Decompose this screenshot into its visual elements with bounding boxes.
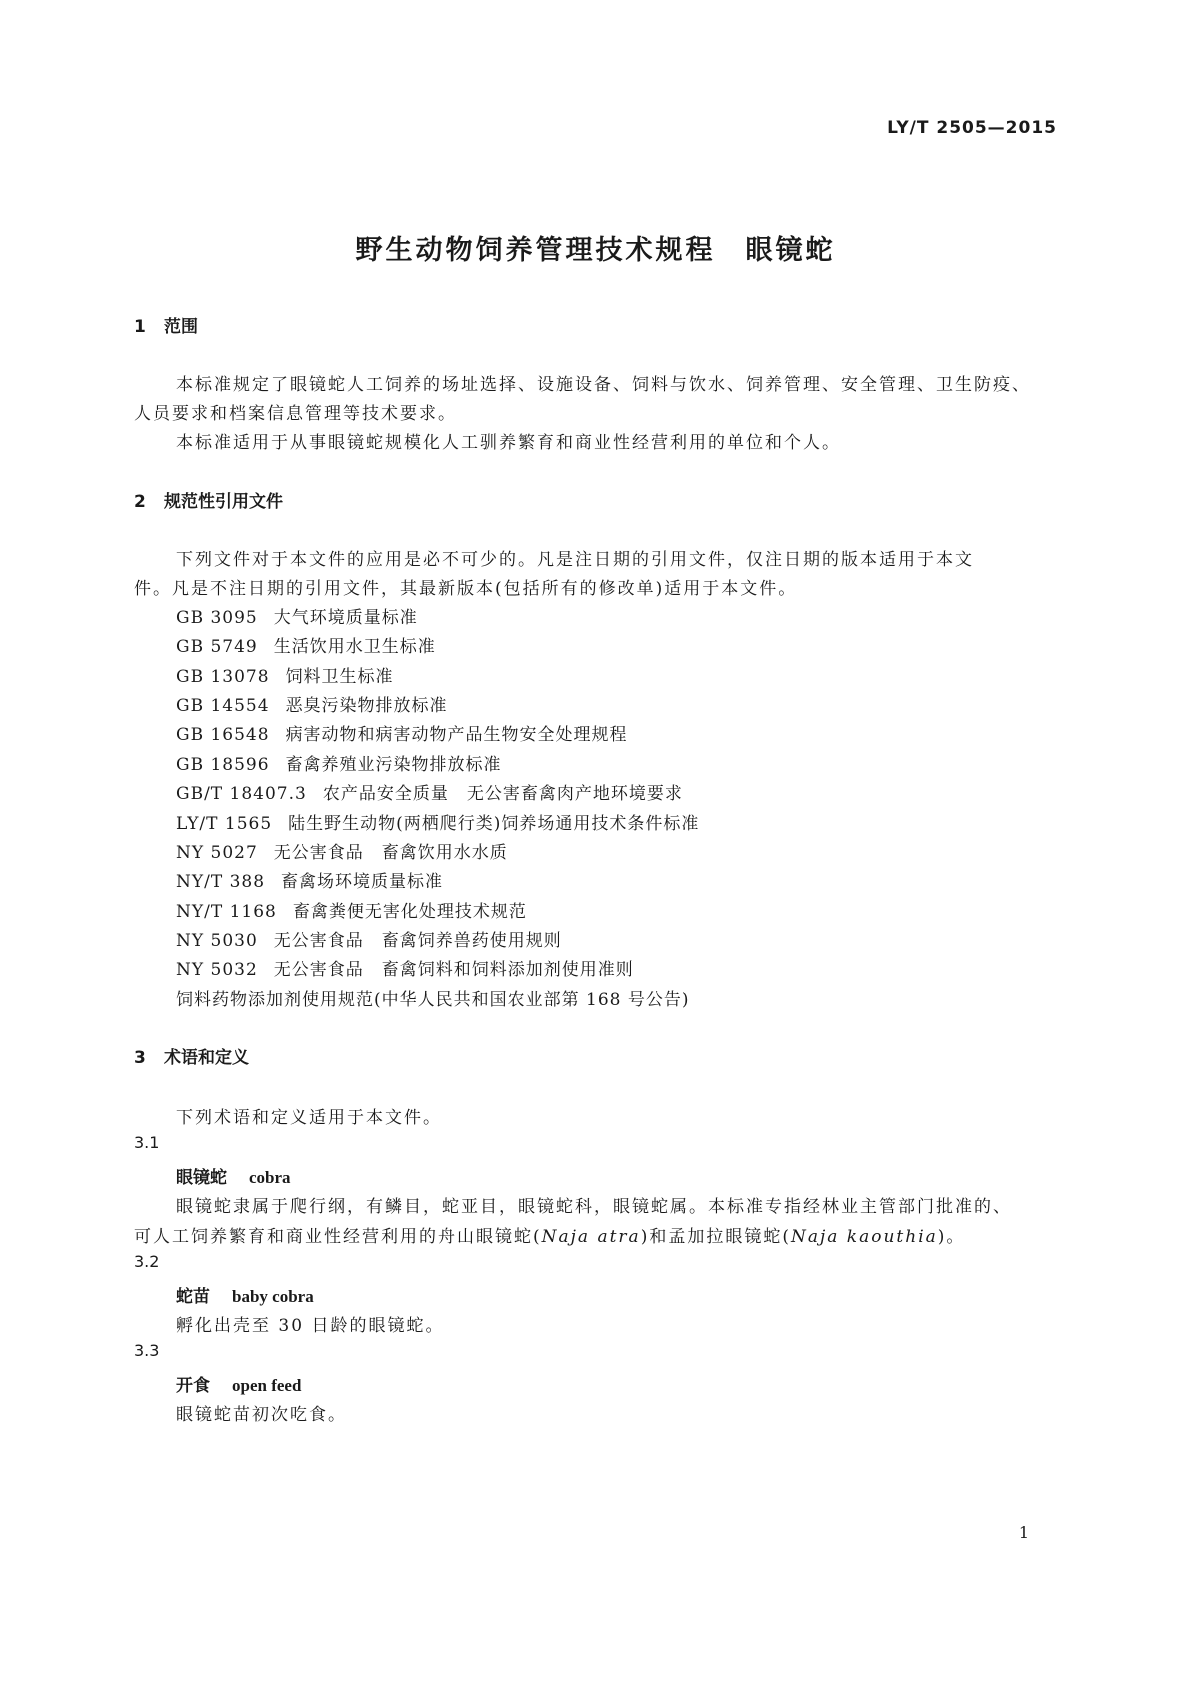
scientific-name: Naja atra — [541, 1227, 641, 1247]
reference-name: 生活饮用水卫生标准 — [273, 637, 436, 657]
reference-item — [176, 838, 508, 863]
reference-code: GB 13078 — [176, 667, 270, 687]
reference-item — [176, 603, 418, 628]
reference-item — [176, 632, 436, 657]
reference-code: NY/T 388 — [176, 872, 266, 892]
reference-name: 畜禽粪便无害化处理技术规范 — [292, 902, 527, 922]
reference-name: 饲料卫生标准 — [285, 667, 394, 687]
section-number: 1 — [134, 317, 146, 337]
term-heading — [176, 1163, 291, 1188]
reference-item-last: 饲料药物添加剂使用规范(中华人民共和国农业部第 168 号公告) — [176, 990, 690, 1010]
reference-code: LY/T 1565 — [176, 814, 273, 834]
reference-code: GB 5749 — [176, 637, 258, 657]
term-definition: 眼镜蛇苗初次吃食。 — [176, 1405, 347, 1425]
reference-item — [176, 955, 634, 980]
reference-name: 农产品安全质量 无公害畜禽肉产地环境要求 — [322, 784, 683, 804]
reference-item — [176, 897, 527, 922]
term-definition: 孵化出壳至 30 日龄的眼镜蛇。 — [176, 1316, 445, 1336]
term-number: 3.3 — [134, 1341, 160, 1360]
term-zh: 开食 — [176, 1376, 210, 1396]
reference-code: GB 14554 — [176, 696, 270, 716]
term-definition-line-2 — [134, 1222, 965, 1247]
page-number: 1 — [1018, 1523, 1029, 1542]
term-number: 3.2 — [134, 1252, 160, 1271]
term-zh: 蛇苗 — [176, 1287, 210, 1307]
reference-item — [176, 809, 699, 834]
section-title: 规范性引用文件 — [164, 492, 283, 512]
reference-item — [176, 750, 502, 775]
reference-name: 陆生野生动物(两栖爬行类)饲养场通用技术条件标准 — [288, 814, 700, 834]
section-number: 3 — [134, 1048, 146, 1068]
reference-item — [176, 720, 628, 745]
reference-item — [176, 926, 562, 951]
section-heading-terms — [134, 1043, 249, 1068]
section-title: 范围 — [164, 317, 198, 337]
term-definition-line-1: 眼镜蛇隶属于爬行纲，有鳞目，蛇亚目，眼镜蛇科，眼镜蛇属。本标准专指经林业主管部门批准的、 — [176, 1197, 1012, 1217]
reference-code: NY 5027 — [176, 843, 258, 863]
reference-code: GB 16548 — [176, 725, 270, 745]
term-en: open feed — [232, 1376, 302, 1395]
reference-code: GB/T 18407.3 — [176, 784, 307, 804]
definition-text: )。 — [937, 1227, 966, 1247]
reference-code: GB 18596 — [176, 755, 270, 775]
reference-name: 病害动物和病害动物产品生物安全处理规程 — [285, 725, 628, 745]
reference-code: NY 5030 — [176, 931, 258, 951]
reference-name: 畜禽场环境质量标准 — [281, 872, 444, 892]
reference-item — [176, 779, 683, 804]
scientific-name: Naja kaouthia — [790, 1227, 938, 1247]
reference-name: 无公害食品 畜禽饲料和饲料添加剂使用准则 — [273, 960, 634, 980]
terms-intro: 下列术语和定义适用于本文件。 — [176, 1108, 442, 1128]
reference-code: NY 5032 — [176, 960, 258, 980]
term-number: 3.1 — [134, 1133, 160, 1152]
scope-paragraph-1-line-1: 本标准规定了眼镜蛇人工饲养的场址选择、设施设备、饲料与饮水、饲养管理、安全管理、卫生防疫、 — [176, 375, 1031, 395]
reference-code: GB 3095 — [176, 608, 258, 628]
reference-name: 无公害食品 畜禽饲养兽药使用规则 — [273, 931, 562, 951]
reference-item — [176, 691, 448, 716]
reference-name: 畜禽养殖业污染物排放标准 — [285, 755, 502, 775]
section-number: 2 — [134, 492, 146, 512]
reference-item — [176, 662, 394, 687]
term-zh: 眼镜蛇 — [176, 1168, 227, 1188]
reference-name: 无公害食品 畜禽饮用水水质 — [273, 843, 508, 863]
scope-paragraph-2: 本标准适用于从事眼镜蛇规模化人工驯养繁育和商业性经营利用的单位和个人。 — [176, 433, 841, 453]
normative-intro-line-1: 下列文件对于本文件的应用是必不可少的。凡是注日期的引用文件，仅注日期的版本适用于本文 — [176, 550, 974, 570]
definition-text: )和孟加拉眼镜蛇( — [640, 1227, 791, 1247]
standard-number: LY/T 2505—2015 — [887, 118, 1057, 138]
section-title: 术语和定义 — [164, 1048, 249, 1068]
section-heading-scope — [134, 312, 198, 337]
reference-code: NY/T 1168 — [176, 902, 277, 922]
term-en: cobra — [249, 1168, 291, 1187]
normative-intro-line-2: 件。凡是不注日期的引用文件，其最新版本(包括所有的修改单)适用于本文件。 — [134, 579, 798, 599]
section-heading-normative-references — [134, 487, 283, 512]
reference-name: 大气环境质量标准 — [273, 608, 418, 628]
term-en: baby cobra — [232, 1287, 314, 1306]
term-heading — [176, 1371, 301, 1396]
definition-text: 可人工饲养繁育和商业性经营利用的舟山眼镜蛇( — [134, 1227, 542, 1247]
page-title: 野生动物饲养管理技术规程 眼镜蛇 — [355, 235, 836, 266]
term-heading — [176, 1282, 314, 1307]
reference-name: 恶臭污染物排放标准 — [285, 696, 448, 716]
scope-paragraph-1-line-2: 人员要求和档案信息管理等技术要求。 — [134, 404, 457, 424]
reference-item — [176, 867, 443, 892]
